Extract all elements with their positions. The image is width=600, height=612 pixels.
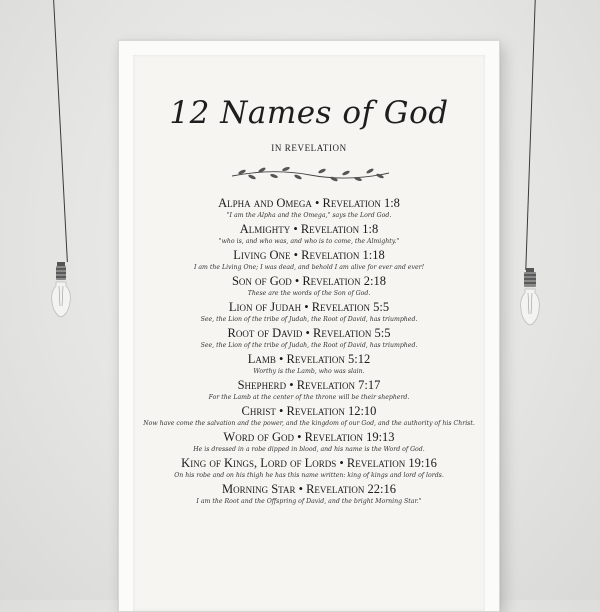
entry-verse: Worthy is the Lamb, who was slain. [253,368,365,375]
entry-verse: See, the Lion of the tribe of Judah, the Root of David, has triumphed. [200,342,418,349]
entry-verse: He is dressed in a robe dipped in blood, and his name is the Word of God. [193,446,425,453]
list-item [139,326,479,350]
entry-verse: Now have come the salvation and the power, and the kingdom of our God, and the authority of his Christ. [143,420,475,427]
list-item [139,404,479,428]
laurel-vine-icon [228,163,393,185]
poster-title: 12 Names of God [169,95,449,131]
list-item [139,300,479,324]
entry-heading: Almighty • Revelation 1:8 [239,222,379,236]
entry-heading: Living One • Revelation 1:18 [233,248,385,262]
left-hanging-wire [53,0,68,262]
entry-verse: See, the Lion of the tribe of Judah, the Root of David, has triumphed. [200,316,418,323]
list-item [139,222,479,246]
poster-frame [118,40,500,612]
list-item [139,378,479,402]
entry-heading: Christ • Revelation 12:10 [241,404,377,418]
entry-verse: These are the words of the Son of God. [247,290,371,297]
entry-heading: Morning Star • Revelation 22:16 [221,482,397,496]
list-item [139,352,479,376]
left-lightbulb-icon [50,262,72,327]
list-item [139,430,479,454]
right-lightbulb-icon [518,268,542,337]
entry-heading: Son of God • Revelation 2:18 [231,274,387,288]
list-item [139,482,479,506]
entry-heading: Shepherd • Revelation 7:17 [237,378,381,392]
entry-verse: I am the Living One; I was dead, and behold I am alive for ever and ever! [193,264,425,271]
names-list [139,196,479,508]
entry-verse: "who is, and who was, and who is to come, the Almighty." [218,238,400,245]
entry-heading: Lamb • Revelation 5:12 [247,352,371,366]
entry-heading: Word of God • Revelation 19:13 [223,430,395,444]
entry-heading: Alpha and Omega • Revelation 1:8 [218,196,400,210]
list-item [139,248,479,272]
poster [133,55,485,611]
entry-verse: "I am the Alpha and the Omega," says the Lord God. [226,212,392,219]
entry-heading: King of Kings, Lord of Lords • Revelation 19:16 [181,456,437,470]
entry-heading: Root of David • Revelation 5:5 [227,326,391,340]
list-item [139,196,479,220]
right-hanging-wire [525,0,535,270]
list-item [139,274,479,298]
entry-verse: I am the Root and the Offspring of David, and the bright Morning Star." [196,498,422,505]
list-item [139,456,479,480]
poster-subtitle: IN REVELATION [271,143,347,153]
entry-verse: For the Lamb at the center of the throne will be their shepherd. [208,394,410,401]
entry-heading: Lion of Judah • Revelation 5:5 [228,300,390,314]
entry-verse: On his robe and on his thigh he has this name written: king of kings and lord of lords. [174,472,444,479]
